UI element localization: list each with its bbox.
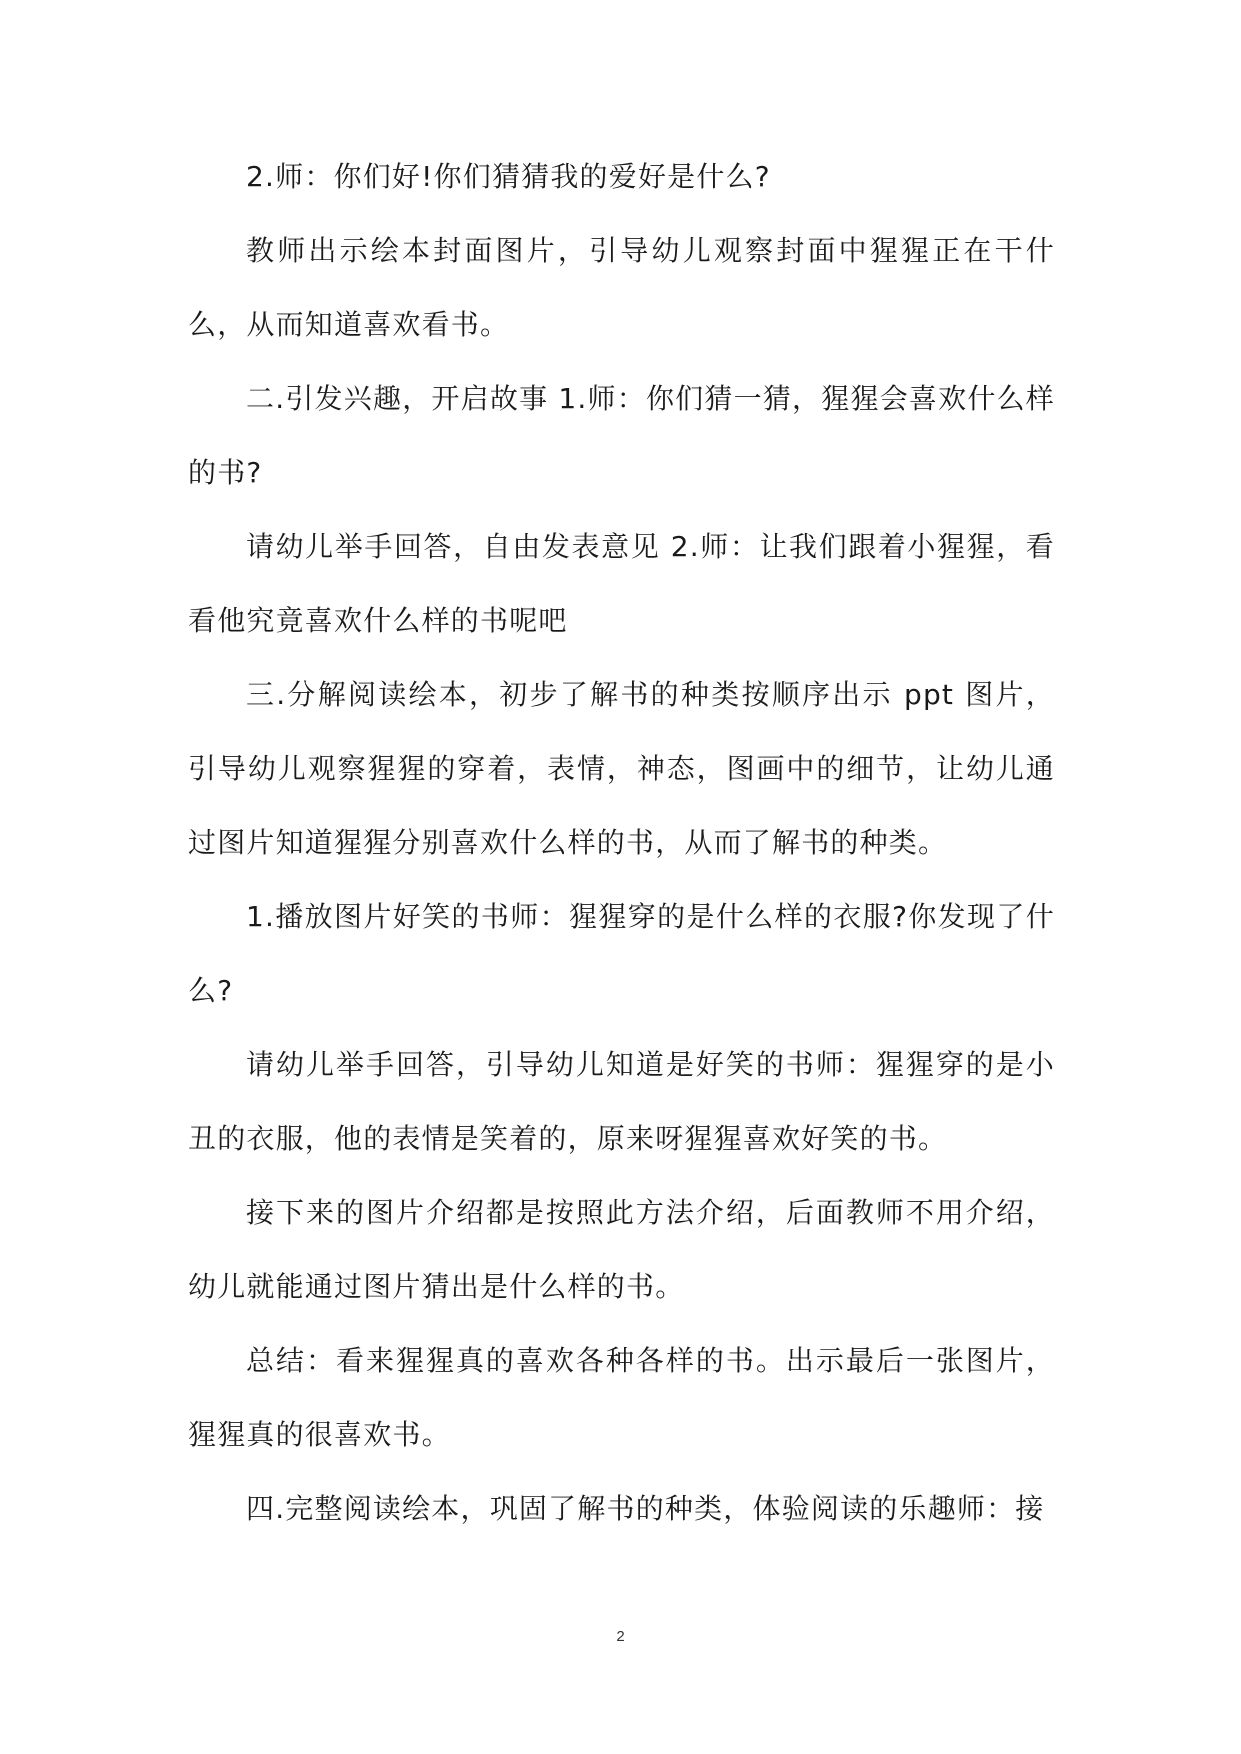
paragraph: 四.完整阅读绘本，巩固了解书的种类，体验阅读的乐趣师：接	[246, 1492, 1045, 1525]
paragraph: 2.师：你们好!你们猜猜我的爱好是什么?	[246, 160, 771, 193]
paragraph: 接下来的图片介绍都是按照此方法介绍，后面教师不用介绍，幼儿就能通过图片猜出是什么样的书。	[188, 1196, 1055, 1303]
body-text	[188, 140, 1055, 1546]
paragraph: 三.分解阅读绘本，初步了解书的种类按顺序出示 ppt 图片，引导幼儿观察猩猩的穿着，表情，神态，图画中的细节，让幼儿通过图片知道猩猩分别喜欢什么样的书，从而了解书的种类。	[188, 678, 1055, 859]
paragraph: 二.引发兴趣，开启故事 1.师：你们猜一猜，猩猩会喜欢什么样的书?	[188, 382, 1055, 489]
page-number: 2	[616, 1628, 625, 1645]
paragraph: 1.播放图片好笑的书师：猩猩穿的是什么样的衣服?你发现了什么?	[188, 900, 1055, 1007]
paragraph: 请幼儿举手回答，自由发表意见 2.师：让我们跟着小猩猩，看看他究竟喜欢什么样的书呢吧	[188, 530, 1055, 637]
paragraph: 总结：看来猩猩真的喜欢各种各样的书。出示最后一张图片，猩猩真的很喜欢书。	[188, 1344, 1055, 1451]
paragraph: 教师出示绘本封面图片，引导幼儿观察封面中猩猩正在干什么，从而知道喜欢看书。	[188, 234, 1055, 341]
paragraph: 请幼儿举手回答，引导幼儿知道是好笑的书师：猩猩穿的是小丑的衣服，他的表情是笑着的，原来呀猩猩喜欢好笑的书。	[188, 1048, 1055, 1155]
